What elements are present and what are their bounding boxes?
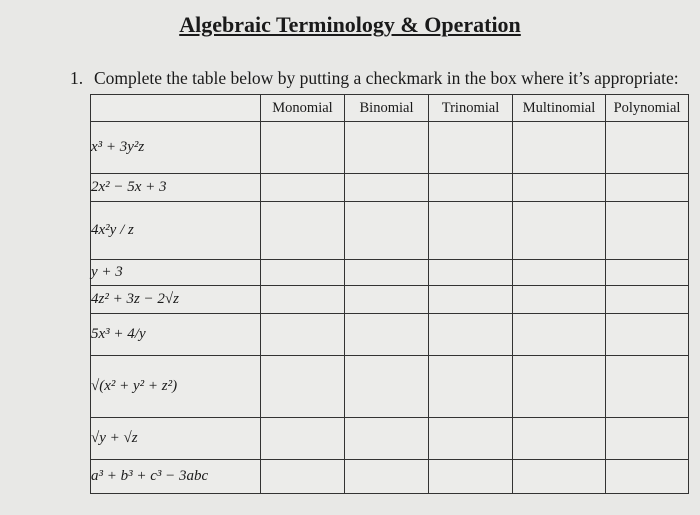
table-row	[91, 260, 689, 286]
checkbox-cell-multinomial[interactable]	[513, 260, 606, 286]
checkbox-cell-polynomial[interactable]	[606, 418, 689, 460]
checkbox-cell-polynomial[interactable]	[606, 260, 689, 286]
checkbox-cell-monomial[interactable]	[261, 286, 345, 314]
checkbox-cell-monomial[interactable]	[261, 260, 345, 286]
table-row	[91, 122, 689, 174]
checkbox-cell-multinomial[interactable]	[513, 460, 606, 494]
checkbox-cell-trinomial[interactable]	[429, 122, 513, 174]
question-1	[70, 68, 679, 89]
checkbox-cell-monomial[interactable]	[261, 174, 345, 202]
header-trinomial: Trinomial	[429, 95, 513, 122]
checkbox-cell-polynomial[interactable]	[606, 460, 689, 494]
checkbox-cell-binomial[interactable]	[345, 260, 429, 286]
checkbox-cell-multinomial[interactable]	[513, 286, 606, 314]
question-number: 1.	[70, 68, 84, 88]
table-row	[91, 418, 689, 460]
checkbox-cell-monomial[interactable]	[261, 314, 345, 356]
expression-cell: √y + √z	[91, 418, 261, 460]
checkbox-cell-multinomial[interactable]	[513, 122, 606, 174]
table-row	[91, 460, 689, 494]
header-binomial: Binomial	[345, 95, 429, 122]
checkbox-cell-trinomial[interactable]	[429, 460, 513, 494]
header-row	[91, 95, 689, 122]
checkbox-cell-binomial[interactable]	[345, 418, 429, 460]
checkbox-cell-multinomial[interactable]	[513, 418, 606, 460]
table-row	[91, 202, 689, 260]
expression-cell: 4x²y / z	[91, 202, 261, 260]
checkbox-cell-binomial[interactable]	[345, 460, 429, 494]
expression-cell: √(x² + y² + z²)	[91, 356, 261, 418]
checkbox-cell-monomial[interactable]	[261, 418, 345, 460]
checkbox-cell-trinomial[interactable]	[429, 202, 513, 260]
table-row	[91, 356, 689, 418]
checkbox-cell-monomial[interactable]	[261, 356, 345, 418]
checkbox-cell-polynomial[interactable]	[606, 174, 689, 202]
checkbox-cell-binomial[interactable]	[345, 286, 429, 314]
expression-cell: y + 3	[91, 260, 261, 286]
page-title: Algebraic Terminology & Operation	[179, 12, 521, 37]
checkbox-cell-trinomial[interactable]	[429, 260, 513, 286]
header-monomial: Monomial	[261, 95, 345, 122]
checkbox-cell-monomial[interactable]	[261, 122, 345, 174]
checkbox-cell-trinomial[interactable]	[429, 314, 513, 356]
checkbox-cell-binomial[interactable]	[345, 356, 429, 418]
checkbox-cell-polynomial[interactable]	[606, 122, 689, 174]
checkbox-cell-monomial[interactable]	[261, 460, 345, 494]
table-row	[91, 174, 689, 202]
question-text: Complete the table below by putting a checkmark in the box where it’s appropriate:	[94, 68, 679, 88]
checkbox-cell-trinomial[interactable]	[429, 174, 513, 202]
checkbox-cell-binomial[interactable]	[345, 314, 429, 356]
expression-cell: 4z² + 3z − 2√z	[91, 286, 261, 314]
table-row	[91, 314, 689, 356]
checkbox-cell-trinomial[interactable]	[429, 286, 513, 314]
checkbox-cell-multinomial[interactable]	[513, 314, 606, 356]
checkbox-cell-binomial[interactable]	[345, 122, 429, 174]
checkbox-cell-multinomial[interactable]	[513, 202, 606, 260]
checkbox-cell-polynomial[interactable]	[606, 202, 689, 260]
checkbox-cell-monomial[interactable]	[261, 202, 345, 260]
checkbox-cell-polynomial[interactable]	[606, 286, 689, 314]
checkbox-cell-trinomial[interactable]	[429, 418, 513, 460]
table-row	[91, 286, 689, 314]
expression-cell: x³ + 3y²z	[91, 122, 261, 174]
header-polynomial: Polynomial	[606, 95, 689, 122]
checkbox-cell-binomial[interactable]	[345, 174, 429, 202]
checkbox-cell-multinomial[interactable]	[513, 174, 606, 202]
checkbox-cell-multinomial[interactable]	[513, 356, 606, 418]
expression-cell: a³ + b³ + c³ − 3abc	[91, 460, 261, 494]
checkbox-cell-trinomial[interactable]	[429, 356, 513, 418]
header-multinomial: Multinomial	[513, 95, 606, 122]
expression-cell: 5x³ + 4/y	[91, 314, 261, 356]
classification-table	[90, 94, 689, 494]
expression-cell: 2x² − 5x + 3	[91, 174, 261, 202]
checkbox-cell-polynomial[interactable]	[606, 356, 689, 418]
checkbox-cell-binomial[interactable]	[345, 202, 429, 260]
checkbox-cell-polynomial[interactable]	[606, 314, 689, 356]
header-blank	[91, 95, 261, 122]
